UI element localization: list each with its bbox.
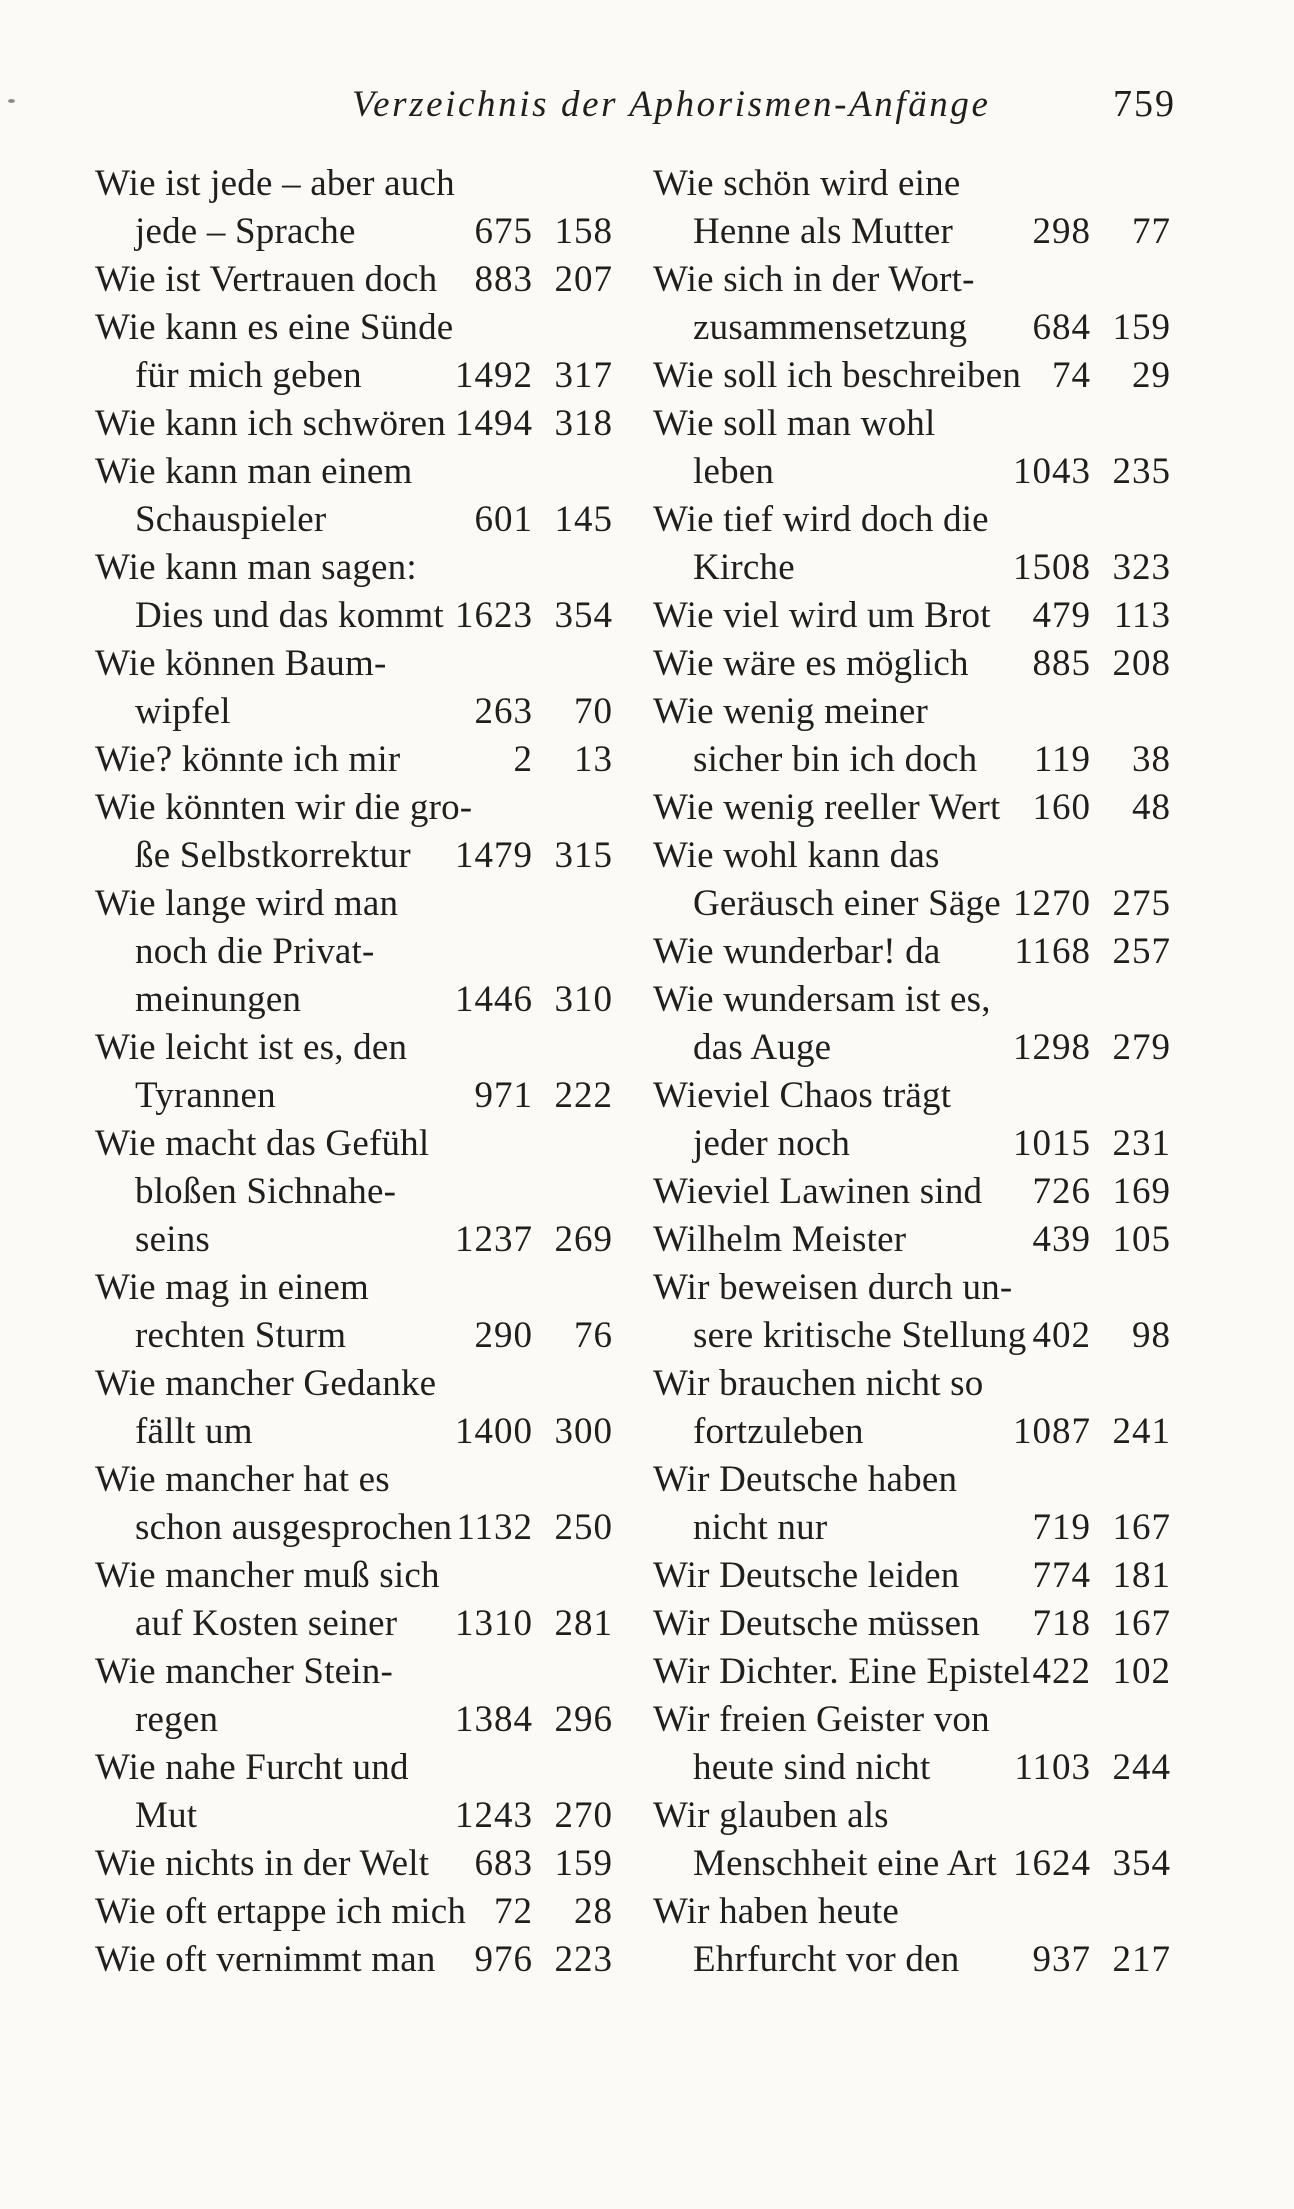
aphorism-number: 422 bbox=[1032, 1651, 1091, 1692]
entry-line bbox=[653, 1648, 1171, 1696]
aphorism-number: 439 bbox=[1032, 1219, 1091, 1260]
entry-line bbox=[653, 448, 1171, 496]
page-ref-number: 102 bbox=[1112, 1651, 1171, 1692]
index-entry bbox=[653, 928, 1171, 976]
page-ref-number: 169 bbox=[1112, 1171, 1171, 1212]
entry-text: noch die Privat- bbox=[135, 931, 375, 972]
entry-line bbox=[95, 976, 613, 1024]
entry-text: Wie oft vernimmt man bbox=[95, 1939, 436, 1980]
entry-text: Wie wenig reeller Wert bbox=[653, 787, 1001, 828]
aphorism-number: 479 bbox=[1032, 595, 1091, 636]
entry-line bbox=[95, 208, 613, 256]
entry-text: Wie macht das Gefühl bbox=[95, 1123, 430, 1164]
entry-line bbox=[653, 160, 1171, 208]
index-entry bbox=[653, 1360, 1171, 1456]
entry-line bbox=[653, 1600, 1171, 1648]
entry-text: Wie nichts in der Welt bbox=[95, 1843, 430, 1884]
index-entry bbox=[653, 400, 1171, 496]
page-ref-number: 70 bbox=[574, 691, 613, 732]
entry-line bbox=[653, 1888, 1171, 1936]
aphorism-number: 726 bbox=[1032, 1171, 1091, 1212]
page-ref-number: 48 bbox=[1132, 787, 1171, 828]
page-ref-number: 76 bbox=[574, 1315, 613, 1356]
index-content bbox=[95, 160, 1171, 1984]
entry-text: nicht nur bbox=[693, 1507, 828, 1548]
entry-text: Wie nahe Furcht und bbox=[95, 1747, 409, 1788]
aphorism-number: 1492 bbox=[455, 355, 533, 396]
page-ref-number: 317 bbox=[554, 355, 613, 396]
index-entry bbox=[95, 640, 613, 736]
aphorism-number: 718 bbox=[1032, 1603, 1091, 1644]
entry-line bbox=[95, 1552, 613, 1600]
index-entry bbox=[653, 784, 1171, 832]
aphorism-number: 1479 bbox=[455, 835, 533, 876]
entry-text: wipfel bbox=[135, 691, 231, 732]
entry-text: Wie mancher muß sich bbox=[95, 1555, 440, 1596]
entry-text: jeder noch bbox=[693, 1123, 851, 1164]
index-entry bbox=[653, 1888, 1171, 1984]
index-entry bbox=[95, 448, 613, 544]
index-entry bbox=[653, 1264, 1171, 1360]
entry-text: Wir Deutsche haben bbox=[653, 1459, 958, 1500]
page-ref-number: 145 bbox=[554, 499, 613, 540]
entry-text: Wie wundersam ist es, bbox=[653, 979, 991, 1020]
entry-text: heute sind nicht bbox=[693, 1747, 931, 1788]
entry-line bbox=[653, 592, 1171, 640]
index-entry bbox=[653, 160, 1171, 256]
page-ref-number: 105 bbox=[1112, 1219, 1171, 1260]
index-entry bbox=[653, 640, 1171, 688]
entry-text: Wie wohl kann das bbox=[653, 835, 940, 876]
entry-line bbox=[95, 1888, 613, 1936]
aphorism-number: 1087 bbox=[1013, 1411, 1091, 1452]
entry-line bbox=[653, 1792, 1171, 1840]
entry-line bbox=[95, 1936, 613, 1984]
entry-text: Wie kann ich schwören bbox=[95, 403, 447, 444]
aphorism-number: 976 bbox=[474, 1939, 533, 1980]
page-ref-number: 275 bbox=[1112, 883, 1171, 924]
entry-line bbox=[653, 880, 1171, 928]
page-ref-number: 257 bbox=[1112, 931, 1171, 972]
entry-text: Wir haben heute bbox=[653, 1891, 900, 1932]
entry-text: Wir Deutsche müssen bbox=[653, 1603, 981, 1644]
aphorism-number: 683 bbox=[474, 1843, 533, 1884]
entry-text: regen bbox=[135, 1699, 219, 1740]
entry-line bbox=[95, 928, 613, 976]
entry-text: Wieviel Chaos trägt bbox=[653, 1075, 952, 1116]
page-ref-number: 323 bbox=[1112, 547, 1171, 588]
index-entry bbox=[653, 352, 1171, 400]
entry-text: Wie wenig meiner bbox=[653, 691, 928, 732]
entry-line bbox=[95, 1120, 613, 1168]
entry-line bbox=[95, 640, 613, 688]
aphorism-number: 1243 bbox=[455, 1795, 533, 1836]
index-entry bbox=[95, 1552, 613, 1648]
index-entry bbox=[653, 1792, 1171, 1888]
entry-line bbox=[95, 784, 613, 832]
aphorism-number: 1043 bbox=[1013, 451, 1091, 492]
entry-text: Wie wunderbar! da bbox=[653, 931, 941, 972]
entry-line bbox=[95, 880, 613, 928]
index-entry bbox=[653, 688, 1171, 784]
page-ref-number: 241 bbox=[1112, 1411, 1171, 1452]
index-entry bbox=[653, 1552, 1171, 1600]
entry-text: für mich geben bbox=[135, 355, 362, 396]
index-entry bbox=[95, 784, 613, 880]
index-entry bbox=[95, 1744, 613, 1840]
index-entry bbox=[95, 160, 613, 256]
aphorism-number: 1508 bbox=[1013, 547, 1091, 588]
entry-line bbox=[95, 736, 613, 784]
page-ref-number: 318 bbox=[554, 403, 613, 444]
entry-line bbox=[95, 1792, 613, 1840]
page-ref-number: 158 bbox=[554, 211, 613, 252]
entry-text: auf Kosten seiner bbox=[135, 1603, 398, 1644]
page-number: 759 bbox=[1113, 83, 1176, 125]
entry-line bbox=[653, 1936, 1171, 1984]
page-title: Verzeichnis der Aphorismen-Anfänge bbox=[352, 84, 991, 125]
entry-text: seins bbox=[135, 1219, 210, 1260]
aphorism-number: 1446 bbox=[455, 979, 533, 1020]
index-entry bbox=[653, 832, 1171, 928]
index-entry bbox=[95, 400, 613, 448]
entry-line bbox=[653, 1360, 1171, 1408]
entry-line bbox=[653, 688, 1171, 736]
entry-line bbox=[653, 1072, 1171, 1120]
entry-text: Wie könnten wir die gro- bbox=[95, 787, 473, 828]
page-ref-number: 310 bbox=[554, 979, 613, 1020]
entry-line bbox=[95, 400, 613, 448]
entry-text: Menschheit eine Art bbox=[693, 1843, 997, 1884]
entry-line bbox=[95, 160, 613, 208]
entry-line bbox=[653, 1216, 1171, 1264]
page-ref-number: 231 bbox=[1112, 1123, 1171, 1164]
page-ref-number: 159 bbox=[554, 1843, 613, 1884]
entry-line bbox=[95, 544, 613, 592]
index-entry bbox=[95, 1648, 613, 1744]
entry-text: fortzuleben bbox=[693, 1411, 864, 1452]
entry-text: Wie oft ertappe ich mich bbox=[95, 1891, 467, 1932]
page-ref-number: 281 bbox=[554, 1603, 613, 1644]
page-ref-number: 29 bbox=[1132, 355, 1171, 396]
index-entry bbox=[95, 1024, 613, 1120]
entry-text: Wir Deutsche leiden bbox=[653, 1555, 960, 1596]
entry-line bbox=[653, 1456, 1171, 1504]
page-ref-number: 28 bbox=[574, 1891, 613, 1932]
entry-text: sere kritische Stellung bbox=[693, 1315, 1027, 1356]
aphorism-number: 1384 bbox=[455, 1699, 533, 1740]
entry-line bbox=[653, 1840, 1171, 1888]
entry-text: rechten Sturm bbox=[135, 1315, 347, 1356]
entry-line bbox=[95, 1360, 613, 1408]
aphorism-number: 74 bbox=[1052, 355, 1091, 396]
entry-line bbox=[653, 1504, 1171, 1552]
aphorism-number: 601 bbox=[474, 499, 533, 540]
entry-line bbox=[95, 1168, 613, 1216]
entry-line bbox=[95, 1648, 613, 1696]
entry-line bbox=[95, 832, 613, 880]
entry-line bbox=[653, 1744, 1171, 1792]
index-entry bbox=[95, 1936, 613, 1984]
entry-line bbox=[653, 736, 1171, 784]
index-column-right bbox=[653, 160, 1171, 1984]
page-ref-number: 38 bbox=[1132, 739, 1171, 780]
aphorism-number: 72 bbox=[494, 1891, 533, 1932]
entry-text: leben bbox=[693, 451, 775, 492]
entry-text: Wie können Baum- bbox=[95, 643, 387, 684]
entry-text: bloßen Sichnahe- bbox=[135, 1171, 397, 1212]
entry-line bbox=[653, 1552, 1171, 1600]
entry-text: Wie mancher hat es bbox=[95, 1459, 390, 1500]
page-ref-number: 217 bbox=[1112, 1939, 1171, 1980]
entry-text: Wie ist jede – aber auch bbox=[95, 163, 455, 204]
entry-line bbox=[95, 1456, 613, 1504]
entry-line bbox=[653, 400, 1171, 448]
index-entry bbox=[653, 976, 1171, 1072]
entry-line bbox=[95, 688, 613, 736]
page-ref-number: 300 bbox=[554, 1411, 613, 1452]
page-ref-number: 354 bbox=[554, 595, 613, 636]
index-entry bbox=[653, 1648, 1171, 1696]
entry-text: Wie lange wird man bbox=[95, 883, 399, 924]
page-ref-number: 208 bbox=[1112, 643, 1171, 684]
entry-line bbox=[95, 352, 613, 400]
entry-line bbox=[95, 592, 613, 640]
index-entry bbox=[95, 304, 613, 400]
entry-text: Wieviel Lawinen sind bbox=[653, 1171, 983, 1212]
page-ref-number: 159 bbox=[1112, 307, 1171, 348]
entry-text: sicher bin ich doch bbox=[693, 739, 978, 780]
entry-text: Tyrannen bbox=[135, 1075, 276, 1116]
entry-text: Wie tief wird doch die bbox=[653, 499, 989, 540]
index-entry bbox=[95, 1120, 613, 1264]
page-ref-number: 269 bbox=[554, 1219, 613, 1260]
aphorism-number: 263 bbox=[474, 691, 533, 732]
entry-text: Kirche bbox=[693, 547, 795, 588]
entry-line bbox=[95, 1504, 613, 1552]
entry-line bbox=[95, 496, 613, 544]
entry-text: Henne als Mutter bbox=[693, 211, 954, 252]
entry-text: Wir freien Geister von bbox=[653, 1699, 990, 1740]
index-entry bbox=[95, 1888, 613, 1936]
entry-line bbox=[653, 1408, 1171, 1456]
entry-text: Wie mancher Gedanke bbox=[95, 1363, 437, 1404]
entry-line bbox=[95, 304, 613, 352]
aphorism-number: 290 bbox=[474, 1315, 533, 1356]
entry-line bbox=[653, 928, 1171, 976]
entry-text: Wie ist Vertrauen doch bbox=[95, 259, 438, 300]
page-header bbox=[352, 82, 1176, 126]
aphorism-number: 937 bbox=[1032, 1939, 1091, 1980]
entry-text: Wir brauchen nicht so bbox=[653, 1363, 984, 1404]
entry-line bbox=[95, 1216, 613, 1264]
aphorism-number: 1623 bbox=[455, 595, 533, 636]
entry-line bbox=[653, 1312, 1171, 1360]
aphorism-number: 1015 bbox=[1013, 1123, 1091, 1164]
aphorism-number: 1237 bbox=[455, 1219, 533, 1260]
page-ref-number: 296 bbox=[554, 1699, 613, 1740]
page-ref-number: 235 bbox=[1112, 451, 1171, 492]
index-entry bbox=[653, 1216, 1171, 1264]
page-ref-number: 167 bbox=[1112, 1603, 1171, 1644]
entry-text: Dies und das kommt bbox=[135, 595, 444, 636]
index-entry bbox=[653, 1072, 1171, 1168]
entry-text: Wie kann es eine Sünde bbox=[95, 307, 454, 348]
index-entry bbox=[95, 880, 613, 1024]
aphorism-number: 1400 bbox=[455, 1411, 533, 1452]
aphorism-number: 1494 bbox=[455, 403, 533, 444]
entry-text: jede – Sprache bbox=[135, 211, 356, 252]
entry-text: Wilhelm Meister bbox=[653, 1219, 907, 1260]
entry-line bbox=[653, 208, 1171, 256]
entry-text: meinungen bbox=[135, 979, 302, 1020]
page-ref-number: 207 bbox=[554, 259, 613, 300]
aphorism-number: 719 bbox=[1032, 1507, 1091, 1548]
entry-text: Wie wäre es möglich bbox=[653, 643, 969, 684]
entry-line bbox=[653, 1120, 1171, 1168]
index-entry bbox=[95, 1264, 613, 1360]
entry-line bbox=[653, 496, 1171, 544]
aphorism-number: 885 bbox=[1032, 643, 1091, 684]
page-ref-number: 77 bbox=[1132, 211, 1171, 252]
entry-text: Wir beweisen durch un- bbox=[653, 1267, 1013, 1308]
index-entry bbox=[653, 592, 1171, 640]
aphorism-number: 1624 bbox=[1013, 1843, 1091, 1884]
index-entry bbox=[95, 1456, 613, 1552]
entry-text: Wir Dichter. Eine Epistel bbox=[653, 1651, 1031, 1692]
index-entry bbox=[95, 256, 613, 304]
index-entry bbox=[95, 736, 613, 784]
entry-text: Wie mag in einem bbox=[95, 1267, 369, 1308]
entry-line bbox=[653, 1264, 1171, 1312]
entry-line bbox=[95, 1312, 613, 1360]
aphorism-number: 1132 bbox=[456, 1507, 533, 1548]
entry-text: Mut bbox=[135, 1795, 198, 1836]
aphorism-number: 1103 bbox=[1014, 1747, 1091, 1788]
index-entry bbox=[653, 1456, 1171, 1552]
entry-text: das Auge bbox=[693, 1027, 832, 1068]
aphorism-number: 119 bbox=[1033, 739, 1091, 780]
entry-line bbox=[95, 1840, 613, 1888]
entry-text: Wie soll ich beschreiben bbox=[653, 355, 1022, 396]
index-entry bbox=[653, 496, 1171, 592]
page-ref-number: 354 bbox=[1112, 1843, 1171, 1884]
page-ref-number: 279 bbox=[1112, 1027, 1171, 1068]
entry-line bbox=[95, 1408, 613, 1456]
entry-line bbox=[653, 832, 1171, 880]
entry-line bbox=[95, 1072, 613, 1120]
page-ref-number: 167 bbox=[1112, 1507, 1171, 1548]
index-entry bbox=[95, 1360, 613, 1456]
entry-text: Wie soll man wohl bbox=[653, 403, 936, 444]
entry-line bbox=[653, 784, 1171, 832]
aphorism-number: 1168 bbox=[1014, 931, 1091, 972]
entry-text: Wie kann man einem bbox=[95, 451, 413, 492]
aphorism-number: 883 bbox=[474, 259, 533, 300]
entry-text: Wir glauben als bbox=[653, 1795, 889, 1836]
entry-line bbox=[95, 1696, 613, 1744]
aphorism-number: 774 bbox=[1032, 1555, 1091, 1596]
aphorism-number: 1310 bbox=[455, 1603, 533, 1644]
entry-text: Wie sich in der Wort- bbox=[653, 259, 975, 300]
entry-line bbox=[95, 1744, 613, 1792]
entry-text: Wie viel wird um Brot bbox=[653, 595, 991, 636]
page-ref-number: 250 bbox=[554, 1507, 613, 1548]
index-entry bbox=[653, 1696, 1171, 1792]
entry-text: Geräusch einer Säge bbox=[693, 883, 1001, 924]
aphorism-number: 1270 bbox=[1013, 883, 1091, 924]
entry-line bbox=[653, 304, 1171, 352]
entry-line bbox=[653, 352, 1171, 400]
entry-line bbox=[653, 1696, 1171, 1744]
index-column-left bbox=[95, 160, 613, 1984]
entry-text: Wie mancher Stein- bbox=[95, 1651, 393, 1692]
entry-line bbox=[95, 1024, 613, 1072]
page-ref-number: 113 bbox=[1113, 595, 1171, 636]
entry-text: Wie? könnte ich mir bbox=[95, 739, 401, 780]
aphorism-number: 402 bbox=[1032, 1315, 1091, 1356]
index-entry bbox=[95, 544, 613, 640]
entry-line bbox=[95, 256, 613, 304]
entry-line bbox=[653, 256, 1171, 304]
aphorism-number: 675 bbox=[474, 211, 533, 252]
entry-text: ße Selbstkorrektur bbox=[135, 835, 411, 876]
entry-text: Wie schön wird eine bbox=[653, 163, 961, 204]
entry-text: Ehrfurcht vor den bbox=[693, 1939, 960, 1980]
entry-text: fällt um bbox=[135, 1411, 253, 1452]
entry-line bbox=[95, 448, 613, 496]
aphorism-number: 160 bbox=[1032, 787, 1091, 828]
page-ref-number: 315 bbox=[554, 835, 613, 876]
entry-text: schon ausgesprochen bbox=[135, 1507, 453, 1548]
entry-line bbox=[653, 544, 1171, 592]
entry-text: Wie kann man sagen: bbox=[95, 547, 417, 588]
entry-text: Wie leicht ist es, den bbox=[95, 1027, 408, 1068]
aphorism-number: 298 bbox=[1032, 211, 1091, 252]
aphorism-number: 1298 bbox=[1013, 1027, 1091, 1068]
page-ref-number: 13 bbox=[574, 739, 613, 780]
page-ref-number: 181 bbox=[1112, 1555, 1171, 1596]
aphorism-number: 2 bbox=[513, 739, 533, 780]
page-ref-number: 98 bbox=[1132, 1315, 1171, 1356]
scan-speck bbox=[8, 99, 15, 103]
entry-text: zusammensetzung bbox=[693, 307, 968, 348]
entry-line bbox=[653, 1024, 1171, 1072]
entry-line bbox=[653, 976, 1171, 1024]
index-entry bbox=[653, 1600, 1171, 1648]
entry-line bbox=[95, 1264, 613, 1312]
page-ref-number: 223 bbox=[554, 1939, 613, 1980]
page-ref-number: 270 bbox=[554, 1795, 613, 1836]
index-entry bbox=[95, 1840, 613, 1888]
index-entry bbox=[653, 1168, 1171, 1216]
page-ref-number: 222 bbox=[554, 1075, 613, 1116]
index-entry bbox=[653, 256, 1171, 352]
aphorism-number: 684 bbox=[1032, 307, 1091, 348]
entry-line bbox=[653, 1168, 1171, 1216]
entry-line bbox=[653, 640, 1171, 688]
aphorism-number: 971 bbox=[474, 1075, 533, 1116]
page-ref-number: 244 bbox=[1112, 1747, 1171, 1788]
entry-line bbox=[95, 1600, 613, 1648]
entry-text: Schauspieler bbox=[135, 499, 327, 540]
